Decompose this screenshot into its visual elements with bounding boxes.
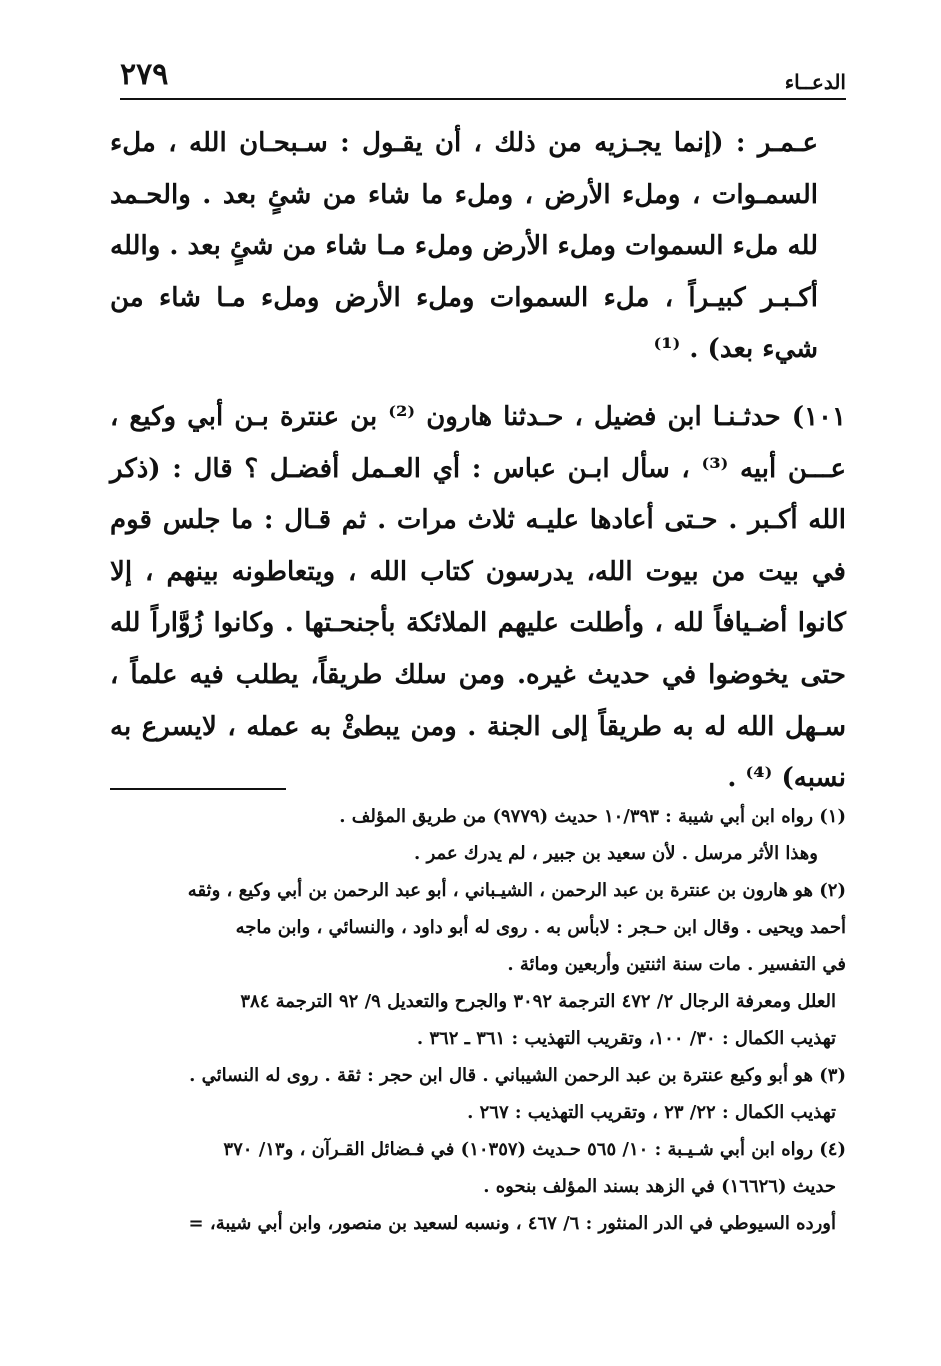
hadith-text: حدثـنـا ابن فضيل ، حـدثنا هارون ⁽²⁾ بن عنترة بـن أبي وكيع ، عـــن أبيه ⁽³⁾ ، سأل ابـن عباس : أي العـمل أفضـل ؟ قال : (ذكر الله أكـبر . حـتى أعادها عليـه ثلاث مرات . ثم قـال : ما جلس قوم في بيت من بيوت الله، يدرسون كتاب الله ، ويتعاطونه بينهم ، إلا كانوا أضـيافاً لله ، وأطلت عليهم الملائكة بأجنحـتها . وكانوا زُوَّاراً لله حتى يخوضوا في حديث غيره. ومن سلك طريقاً، يطلب فيه علماً ، سـهل الله له به طريقاً إلى الجنة . ومن يبطئْ به عمله ، لايسرع به نسبه) ⁽⁴⁾ .	[110, 401, 846, 794]
hadith-number: ١٠١)	[791, 401, 846, 432]
footnote-line: تهذيب الكمال : ٢٢/ ٢٣ ، وتقريب التهذيب : ٢٦٧ .	[467, 1102, 836, 1123]
footnote-line: في التفسير . مات سنة اثنتين وأربعين ومائة .	[507, 954, 846, 975]
footnote-line: حديث (١٦٦٢٦) في الزهد بسند المؤلف بنحوه .	[483, 1176, 836, 1197]
running-title: الدعــاء	[784, 70, 846, 94]
page-header	[120, 54, 846, 100]
footnote-line: (٢) هو هارون بن عنترة بن عبد الرحمن ، الشيـباني ، أبو عبد الرحمن بن أبي وكيع ، وثقه	[187, 880, 846, 901]
footnote-line: تهذيب الكمال : ٣٠/ ١٠٠، وتقريب التهذيب : ٣٦١ ـ ٣٦٢ .	[416, 1028, 836, 1049]
footnotes	[110, 798, 846, 1242]
hadith-paragraph	[110, 392, 846, 805]
footnote-line: العلل ومعرفة الرجال ٢/ ٤٧٢ الترجمة ٣٠٩٢ والجرح والتعديل ٩/ ٩٢ الترجمة ٣٨٤	[240, 991, 836, 1012]
footnote-line: أحمد ويحيى . وقال ابن حـجر : لابأس به . روى له أبو داود ، والنسائي ، وابن ماجه	[235, 917, 846, 938]
paragraph-continuation: عـمـر : (إنما يجـزيه من ذلك ، أن يقـول : سـبحـان الله ، ملء السمـوات ، وملء الأرض ، وملء ما شاء من شئٍ بعد . والحـمد لله ملء السموات وملء الأرض وملء مـا شاء من شئٍ بعد . والله أكـبـر كبيـراً ، ملء السموات وملء الأرض وملء مـا شاء من شيء بعد) . ⁽¹⁾	[110, 128, 819, 365]
main-text	[110, 118, 846, 805]
footnote-line: (٣) هو أبو وكيع عنترة بن عبد الرحمن الشيباني . قال ابن حجر : ثقة . روى له النسائي .	[189, 1065, 846, 1086]
footnote-line: أورده السيوطي في الدر المنثور : ٦/ ٤٦٧ ، ونسبه لسعيد بن منصور، وابن أبي شيبة، =	[188, 1213, 836, 1234]
footnote-line: (١) رواه ابن أبي شيبة : ١٠/٣٩٣ حديث (٩٧٧٩) من طريق المؤلف .	[339, 806, 846, 827]
footnote-line: وهذا الأثر مرسل . لأن سعيد بن جبير ، لم يدرك عمر .	[414, 843, 818, 864]
footnote-line: (٤) رواه ابن أبي شـيـبة : ١٠/ ٥٦٥ حـديث (١٠٣٥٧) في فـضائل القـرآن ، و١٣/ ٣٧٠	[223, 1139, 846, 1160]
footnote-separator	[110, 788, 286, 790]
page-number: ٢٧٩	[120, 57, 169, 92]
